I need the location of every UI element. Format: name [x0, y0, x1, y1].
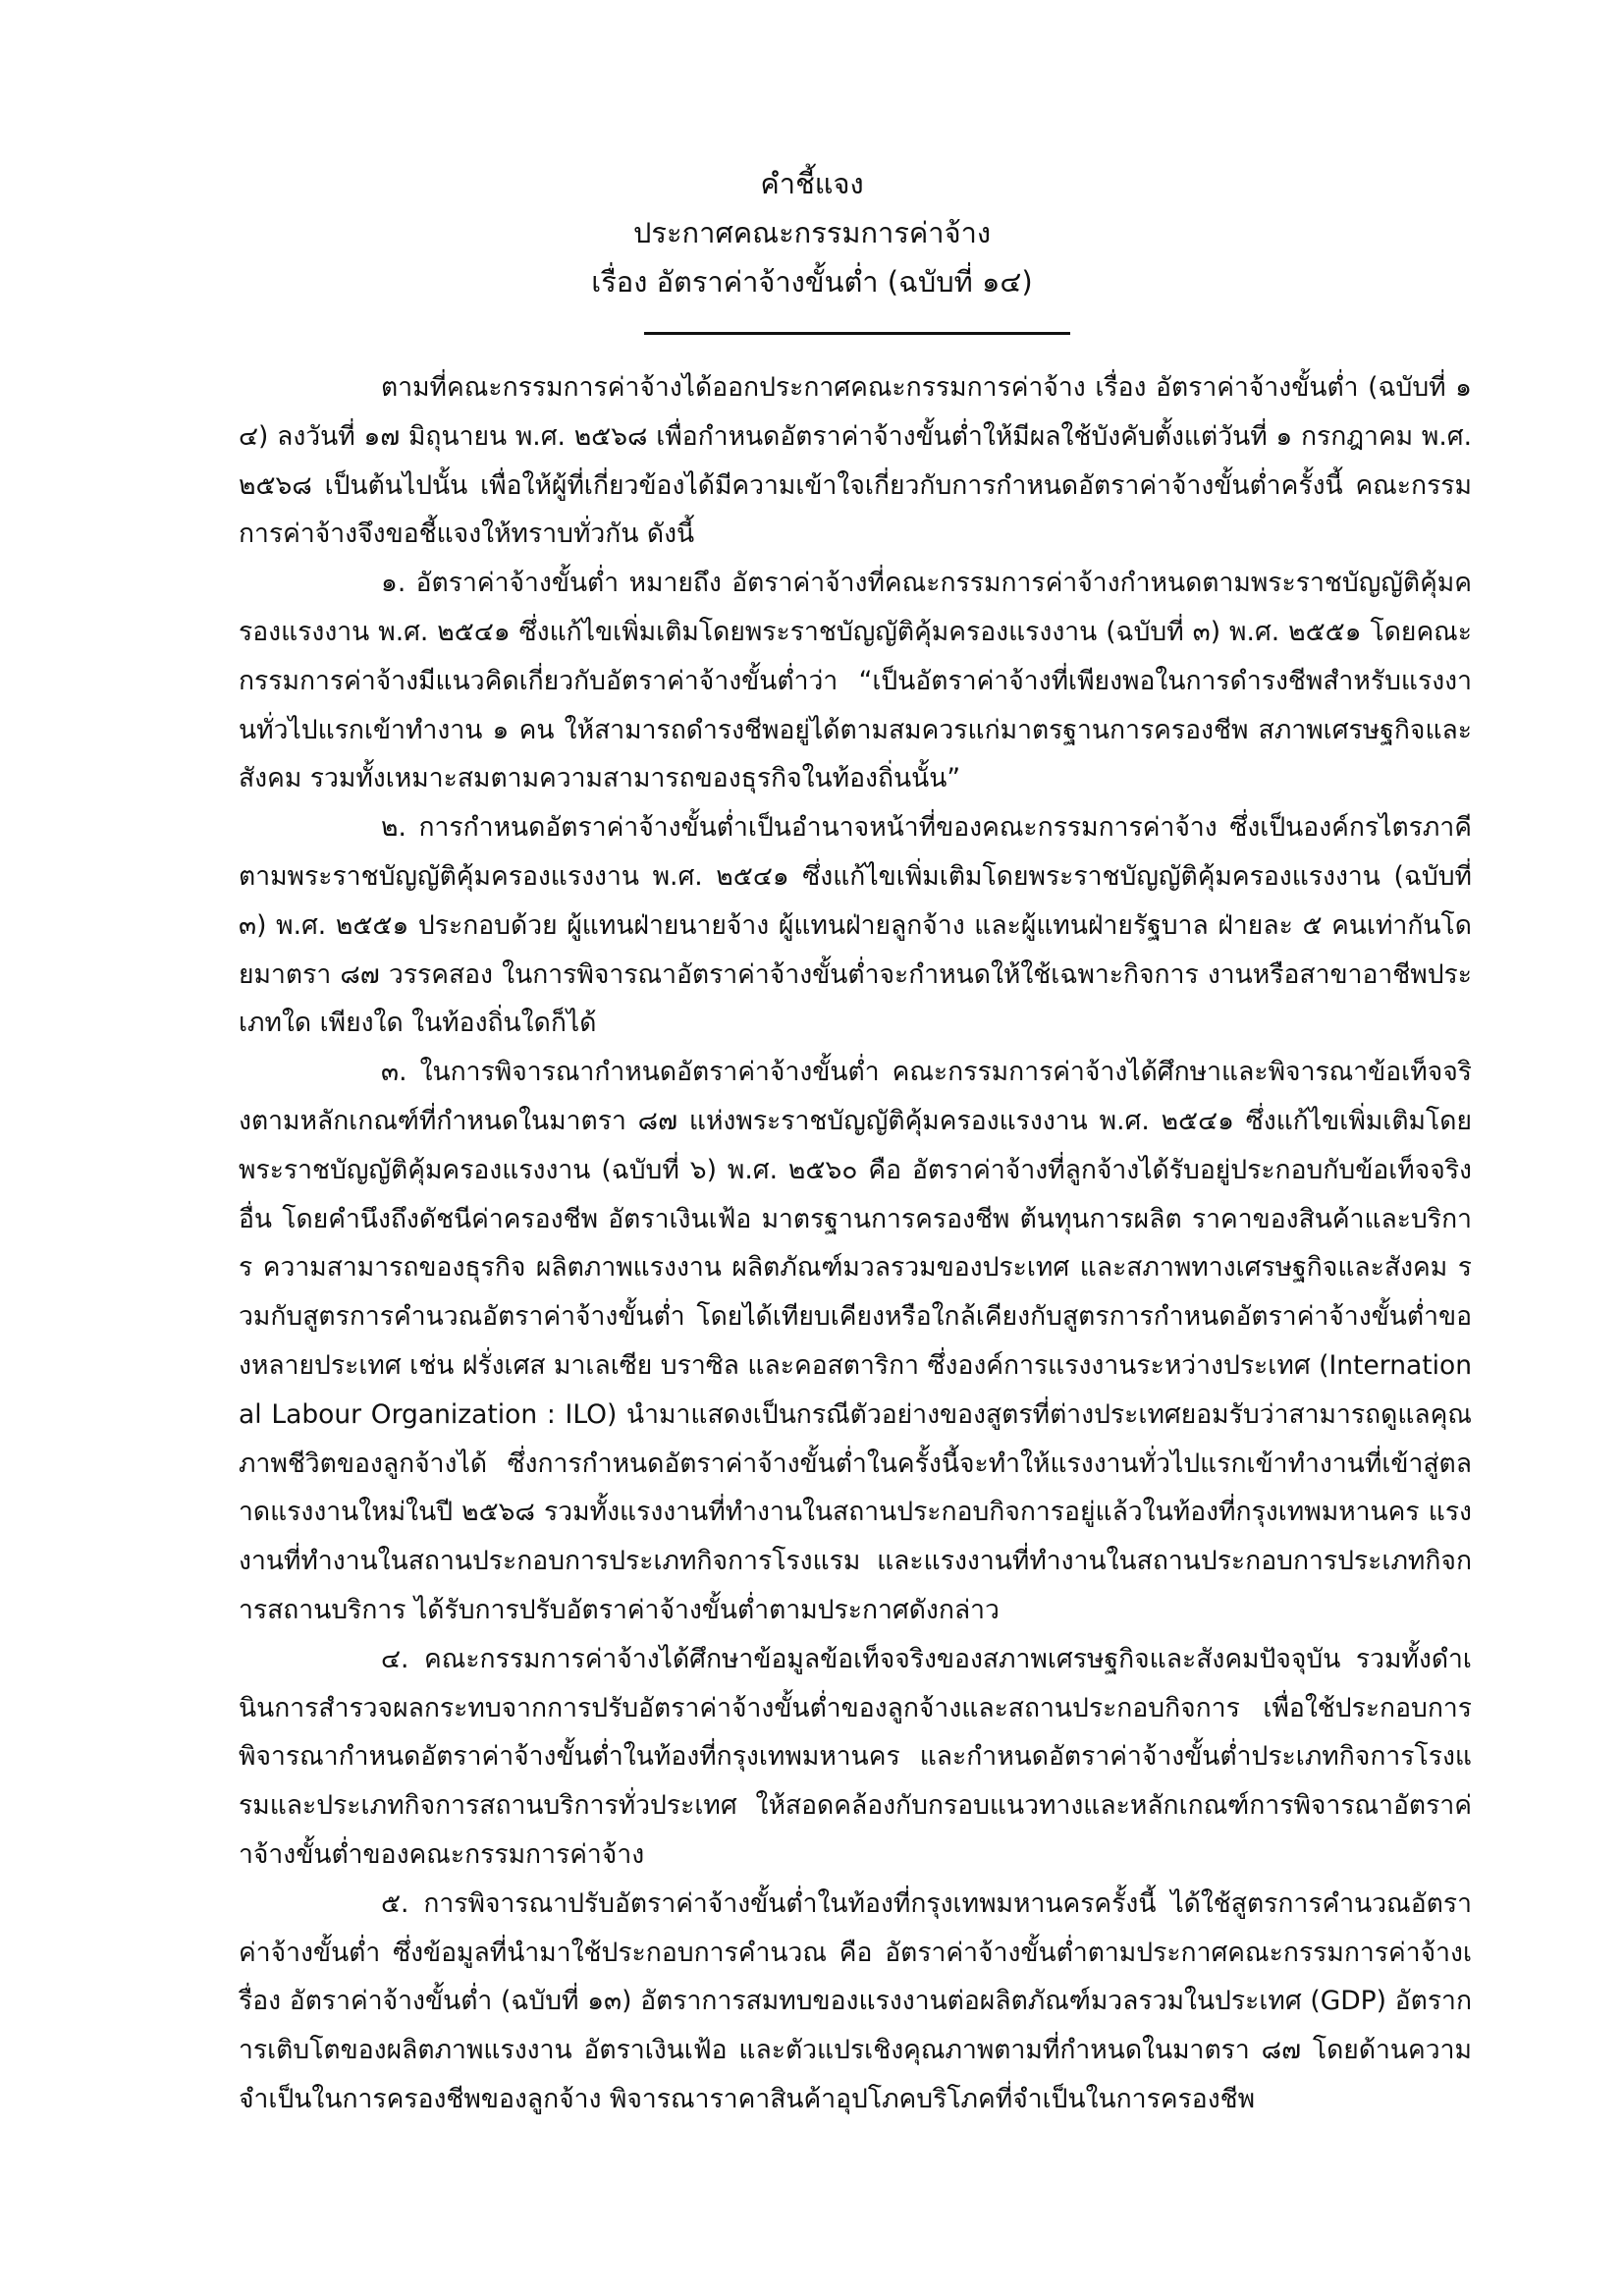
paragraph-1: ๑. อัตราค่าจ้างขั้นต่ำ หมายถึง อัตราค่าจ้างที่คณะกรรมการค่าจ้างกำหนดตามพระราชบัญญัติคุ้มครองแรงงาน พ.ศ. ๒๕๔๑ ซึ่งแก้ไขเพิ่มเติมโดยพระราชบัญญัติคุ้มครองแรงงาน (ฉบับที่ ๓) พ.ศ. ๒๕๕๑ โดยคณะกรรมการค่าจ้างมีแนวคิดเกี่ยวกับอัตราค่าจ้างขั้นต่ำว่า “เป็นอัตราค่าจ้างที่เพียงพอในการดำรงชีพสำหรับแรงงานทั่วไปแรกเข้าทำงาน ๑ คน ให้สามารถดำรงชีพอยู่ได้ตามสมควรแก่มาตรฐานการครองชีพ สภาพเศรษฐกิจและสังคม รวมทั้งเหมาะสมตามความสามารถของธุรกิจในท้องถิ่นนั้น”	[239, 568, 1472, 794]
document-header	[0, 159, 1624, 306]
paragraph-4: ๔. คณะกรรมการค่าจ้างได้ศึกษาข้อมูลข้อเท็จจริงของสภาพเศรษฐกิจและสังคมปัจจุบัน รวมทั้งดำเนินการสำรวจผลกระทบจากการปรับอัตราค่าจ้างขั้นต่ำของลูกจ้างและสถานประกอบกิจการ เพื่อใช้ประกอบการพิจารณากำหนดอัตราค่าจ้างขั้นต่ำในท้องที่กรุงเทพมหานคร และกำหนดอัตราค่าจ้างขั้นต่ำประเภทกิจการโรงแรมและประเภทกิจการสถานบริการทั่วประเทศ ให้สอดคล้องกับกรอบแนวทางและหลักเกณฑ์การพิจารณาอัตราค่าจ้างขั้นต่ำของคณะกรรมการค่าจ้าง	[239, 1643, 1472, 1870]
document-title: คำชี้แจง	[760, 167, 864, 200]
announcement-title: ประกาศคณะกรรมการค่าจ้าง	[632, 216, 992, 249]
subject-title: เรื่อง อัตราค่าจ้างขั้นต่ำ (ฉบับที่ ๑๔)	[591, 265, 1033, 299]
paragraph-5: ๕. การพิจารณาปรับอัตราค่าจ้างขั้นต่ำในท้องที่กรุงเทพมหานครครั้งนี้ ได้ใช้สูตรการคำนวณอัตราค่าจ้างขั้นต่ำ ซึ่งข้อมูลที่นำมาใช้ประกอบการคำนวณ คือ อัตราค่าจ้างขั้นต่ำตามประกาศคณะกรรมการค่าจ้างเรื่อง อัตราค่าจ้างขั้นต่ำ (ฉบับที่ ๑๓) อัตราการสมทบของแรงงานต่อผลิตภัณฑ์มวลรวมในประเทศ (GDP) อัตราการเติบโตของผลิตภาพแรงงาน อัตราเงินเฟ้อ และตัวแปรเชิงคุณภาพตามที่กำหนดในมาตรา ๘๗ โดยด้านความจำเป็นในการครองชีพของลูกจ้าง พิจารณาราคาสินค้าอุปโภคบริโภคที่จำเป็นในการครองชีพ	[239, 1887, 1472, 2114]
paragraph-3: ๓. ในการพิจารณากำหนดอัตราค่าจ้างขั้นต่ำ คณะกรรมการค่าจ้างได้ศึกษาและพิจารณาข้อเท็จจริงตามหลักเกณฑ์ที่กำหนดในมาตรา ๘๗ แห่งพระราชบัญญัติคุ้มครองแรงงาน พ.ศ. ๒๕๔๑ ซึ่งแก้ไขเพิ่มเติมโดยพระราชบัญญัติคุ้มครองแรงงาน (ฉบับที่ ๖) พ.ศ. ๒๕๖๐ คือ อัตราค่าจ้างที่ลูกจ้างได้รับอยู่ประกอบกับข้อเท็จจริงอื่น โดยคำนึงถึงดัชนีค่าครองชีพ อัตราเงินเฟ้อ มาตรฐานการครองชีพ ต้นทุนการผลิต ราคาของสินค้าและบริการ ความสามารถของธุรกิจ ผลิตภาพแรงงาน ผลิตภัณฑ์มวลรวมของประเทศ และสภาพทางเศรษฐกิจและสังคม รวมกับสูตรการคำนวณอัตราค่าจ้างขั้นต่ำ โดยได้เทียบเคียงหรือใกล้เคียงกับสูตรการกำหนดอัตราค่าจ้างขั้นต่ำของหลายประเทศ เช่น ฝรั่งเศส มาเลเซีย บราซิล และคอสตาริกา ซึ่งองค์การแรงงานระหว่างประเทศ (International Labour Organization : ILO) นำมาแสดงเป็นกรณีตัวอย่างของสูตรที่ต่างประเทศยอมรับว่าสามารถดูแลคุณภาพชีวิตของลูกจ้างได้ ซึ่งการกำหนดอัตราค่าจ้างขั้นต่ำในครั้งนี้จะทำให้แรงงานทั่วไปแรกเข้าทำงานที่เข้าสู่ตลาดแรงงานใหม่ในปี ๒๕๖๘ รวมทั้งแรงงานที่ทำงานในสถานประกอบกิจการอยู่แล้วในท้องที่กรุงเทพมหานคร แรงงานที่ทำงานในสถานประกอบการประเภทกิจการโรงแรม และแรงงานที่ทำงานในสถานประกอบการประเภทกิจการสถานบริการ ได้รับการปรับอัตราค่าจ้างขั้นต่ำตามประกาศดังกล่าว	[239, 1057, 1472, 1625]
intro-paragraph: ตามที่คณะกรรมการค่าจ้างได้ออกประกาศคณะกรรมการค่าจ้าง เรื่อง อัตราค่าจ้างขั้นต่ำ (ฉบับที่ ๑๔) ลงวันที่ ๑๗ มิถุนายน พ.ศ. ๒๕๖๘ เพื่อกำหนดอัตราค่าจ้างขั้นต่ำให้มีผลใช้บังคับตั้งแต่วันที่ ๑ กรกฎาคม พ.ศ. ๒๕๖๘ เป็นต้นไปนั้น เพื่อให้ผู้ที่เกี่ยวข้องได้มีความเข้าใจเกี่ยวกับการกำหนดอัตราค่าจ้างขั้นต่ำครั้งนี้ คณะกรรมการค่าจ้างจึงขอชี้แจงให้ทราบทั่วกัน ดังนี้	[239, 372, 1472, 550]
title-underline	[644, 332, 1070, 335]
document-body	[239, 363, 1472, 2124]
paragraph-2: ๒. การกำหนดอัตราค่าจ้างขั้นต่ำเป็นอำนาจหน้าที่ของคณะกรรมการค่าจ้าง ซึ่งเป็นองค์กรไตรภาคีตามพระราชบัญญัติคุ้มครองแรงงาน พ.ศ. ๒๕๔๑ ซึ่งแก้ไขเพิ่มเติมโดยพระราชบัญญัติคุ้มครองแรงงาน (ฉบับที่ ๓) พ.ศ. ๒๕๕๑ ประกอบด้วย ผู้แทนฝ่ายนายจ้าง ผู้แทนฝ่ายลูกจ้าง และผู้แทนฝ่ายรัฐบาล ฝ่ายละ ๕ คนเท่ากันโดยมาตรา ๘๗ วรรคสอง ในการพิจารณาอัตราค่าจ้างขั้นต่ำจะกำหนดให้ใช้เฉพาะกิจการ งานหรือสาขาอาชีพประเภทใด เพียงใด ในท้องถิ่นใดก็ได้	[239, 812, 1472, 1039]
